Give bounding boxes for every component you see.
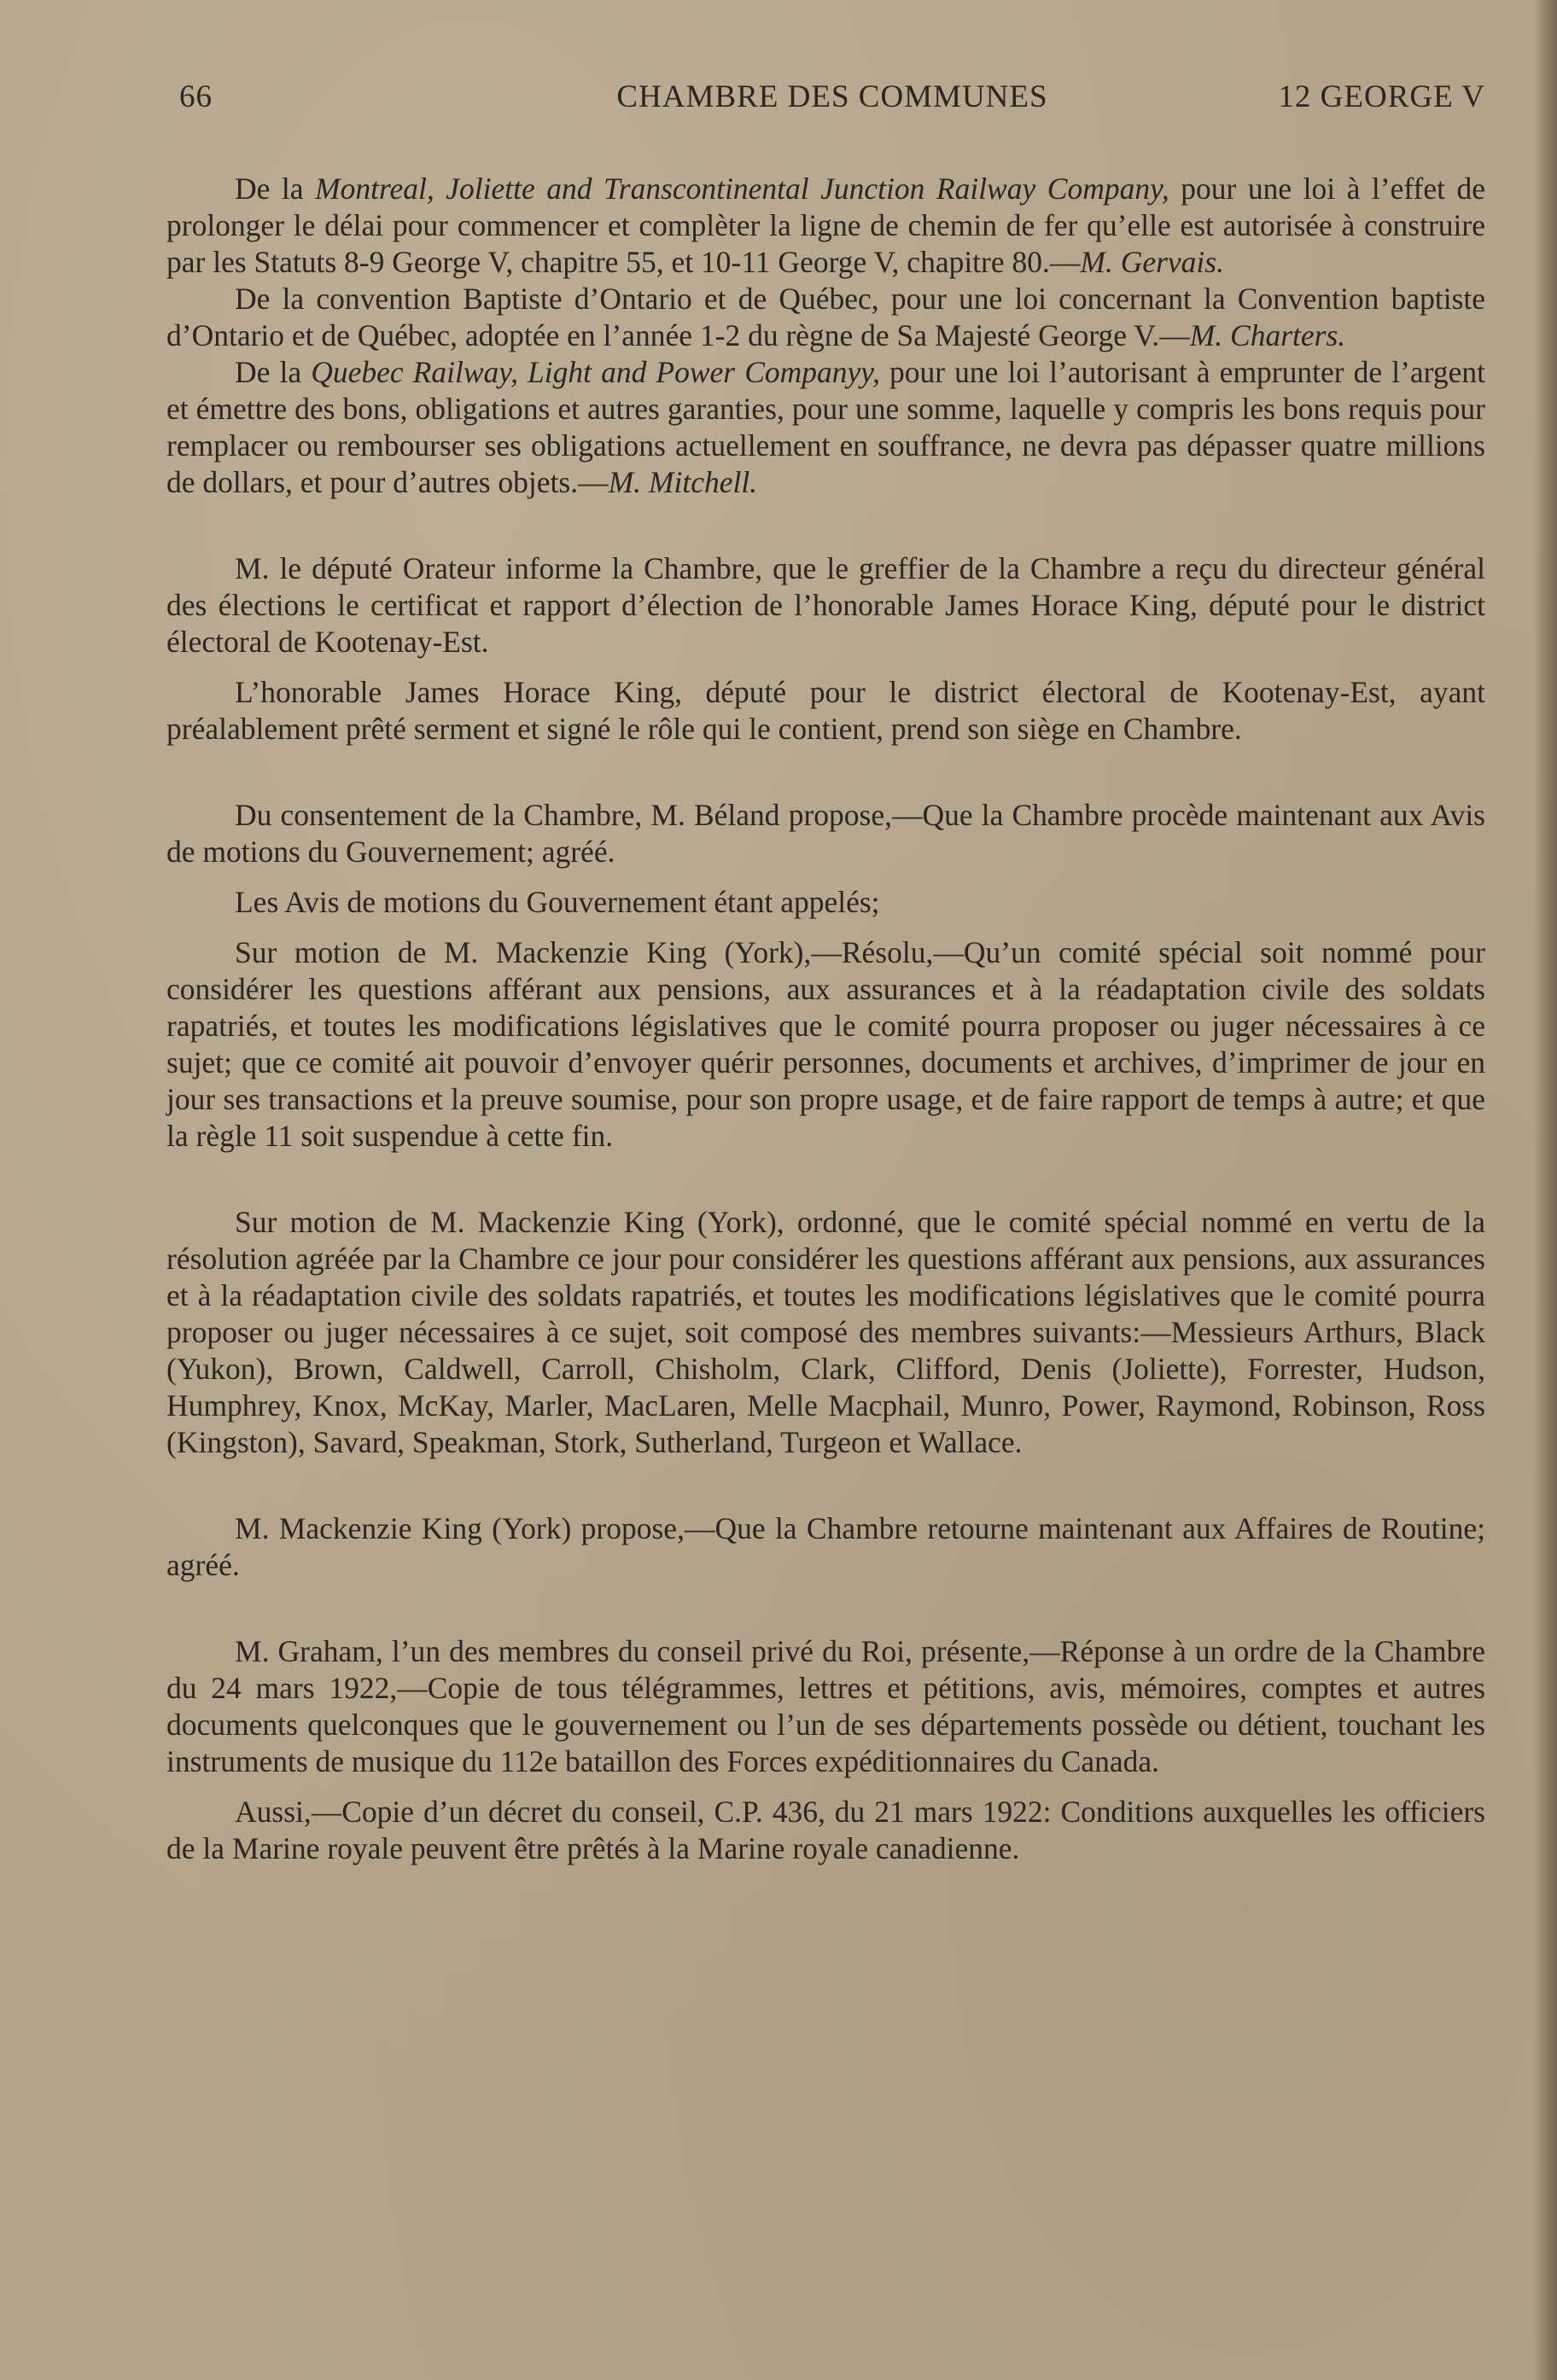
text-run: pour une loi l’autorisant à emprunter de l’argent et émettre des bons, obligations et autres garanties, pour une somme, laquelle y compris les bons requis pour remplacer ou rembourser ses obligations actuellement en souffrance, ne devra pas dépasser quatre millions de dollars, et pour d’autres objets.— <box>166 355 1485 499</box>
paragraph-routine-affairs: M. Mackenzie King (York) propose,—Que la Chambre retourne maintenant aux Affaires de Routine; agréé. <box>166 1511 1485 1582</box>
paragraph-special-committee-resolution: Sur motion de M. Mackenzie King (York),—Résolu,—Qu’un comité spécial soit nommé pour considérer les questions afférant aux pensions, aux assurances et à la réadaptation civile des soldats rapatriés, et toutes les modifications législatives que le comité pourra proposer ou juger nécessaires à ce sujet; que ce comité ait pouvoir d’envoyer quérir personnes, documents et archives, d’imprimer de jour en jour ses transactions et la preuve soumise, pour son propre usage, et de faire rapport de temps à autre; et que la règle 11 soit suspendue à cette fin. <box>166 935 1485 1153</box>
text-run: De la convention Baptiste d’Ontario et de Québec, pour une loi concernant la Convention baptiste d’Ontario et de Québec, adoptée en l’année 1-2 du règne de Sa Majesté George V.— <box>166 282 1485 352</box>
page-number: 66 <box>179 79 213 114</box>
paragraph-railway-bill <box>166 171 1485 281</box>
paragraph-oath-taken: L’honorable James Horace King, député pour le district électoral de Kootenay-Est, ayant préalablement prêté serment et signé le rôle qui le contient, prend son siège en Chambre. <box>166 675 1485 746</box>
paragraph-order-in-council: Aussi,—Copie d’un décret du conseil, C.P. 436, du 21 mars 1922: Conditions auxquelles les officiers de la Marine royale peuvent être prêtés à la Marine royale canadienne. <box>166 1795 1485 1865</box>
session-label: 12 GEORGE V <box>1278 79 1485 114</box>
member-name: M. Mitchell. <box>608 465 758 499</box>
page-header <box>179 79 1485 130</box>
paragraph-baptist-convention-bill <box>166 281 1485 354</box>
company-name: Montreal, Joliette and Transcontinental Junction Railway Company, <box>315 172 1169 206</box>
paragraph-election-certificate: M. le député Orateur informe la Chambre, que le greffier de la Chambre a reçu du directeur général des élections le certificat et rapport d’élection de l’honorable James Horace King, député pour le district électoral de Kootenay-Est. <box>166 551 1485 659</box>
text-run: De la <box>235 172 316 206</box>
paragraph-graham-return: M. Graham, l’un des membres du conseil privé du Roi, présente,—Réponse à un ordre de la Chambre du 24 mars 1922,—Copie de tous télégrammes, lettres et pétitions, avis, mémoires, comptes et autres documents quelconques que le gouvernement ou l’un de ses départements possède ou détient, touchant les instruments de musique du 112e bataillon des Forces expéditionnaires du Canada. <box>166 1634 1485 1778</box>
running-title: CHAMBRE DES COMMUNES <box>616 79 1048 114</box>
text-run: De la <box>235 355 312 389</box>
paragraph-committee-members: Sur motion de M. Mackenzie King (York), ordonné, que le comité spécial nommé en vertu de la résolution agréée par la Chambre ce jour pour considérer les questions afférant aux pensions, aux assurances et à la réadaptation civile des soldats rapatriés, et toutes les modifications législatives que le comité pourra proposer ou juger nécessaires à ce sujet, soit composé des membres suivants:—Messieurs Arthurs, Black (Yukon), Brown, Caldwell, Carroll, Chisholm, Clark, Clifford, Denis (Joliette), Forrester, Hudson, Humphrey, Knox, McKay, Marler, MacLaren, Melle Macphail, Munro, Power, Raymond, Robinson, Ross (Kingston), Savard, Speakman, Stork, Sutherland, Turgeon et Wallace. <box>166 1205 1485 1459</box>
paragraph-government-notices: Les Avis de motions du Gouvernement étant appelés; <box>235 885 880 919</box>
company-name: Quebec Railway, Light and Power Companyy, <box>311 355 880 389</box>
text-run: pour une loi à l’effet de prolonger le délai pour commencer et complèter la ligne de chemin de fer qu’elle est autorisée à construire par les Statuts 8-9 George V, chapitre 55, et 10-11 George V, chapitre 80.— <box>166 172 1485 279</box>
page-body <box>166 171 1485 1867</box>
member-name: M. Charters. <box>1189 318 1346 352</box>
member-name: M. Gervais. <box>1080 245 1224 279</box>
paragraph-beland-motion: Du consentement de la Chambre, M. Béland propose,—Que la Chambre procède maintenant aux Avis de motions du Gouvernement; agréé. <box>166 798 1485 869</box>
page-edge-shadow <box>1533 0 1557 2380</box>
paragraph-quebec-railway-bill <box>166 354 1485 501</box>
